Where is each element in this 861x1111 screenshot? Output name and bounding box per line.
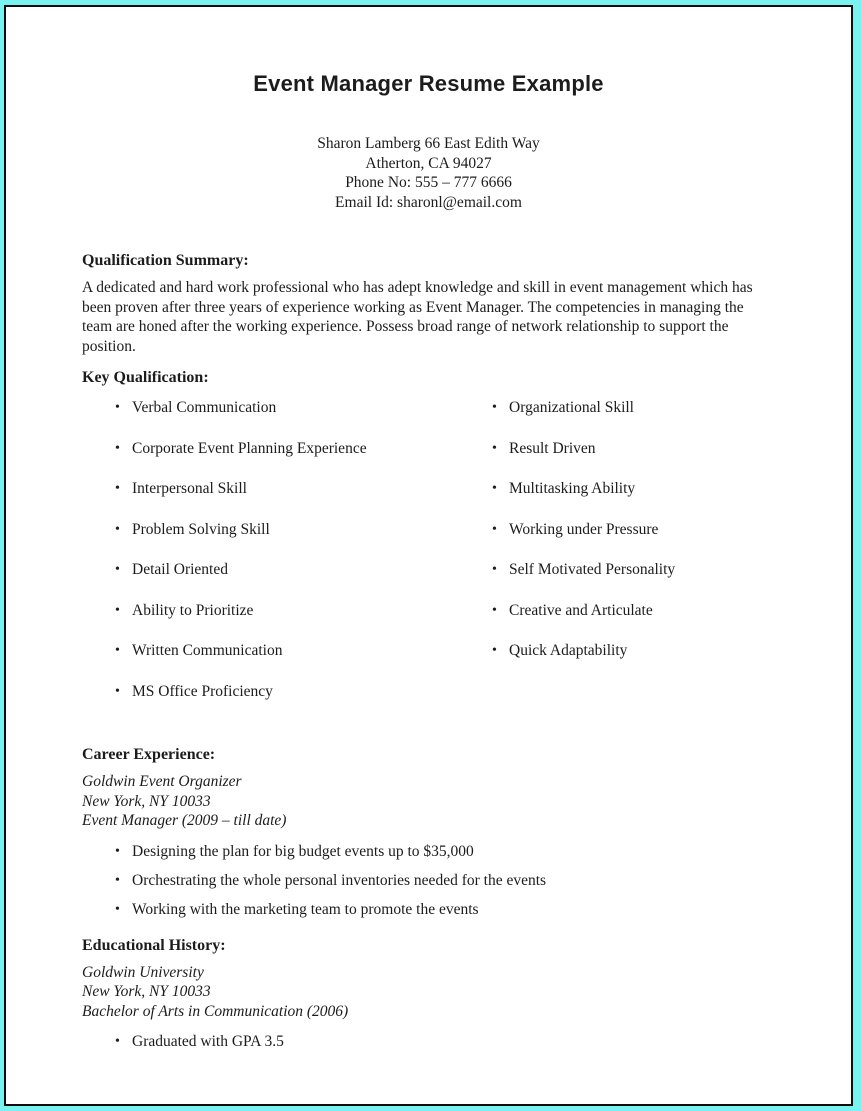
list-item: • Result Driven xyxy=(492,439,775,459)
list-item: • Corporate Event Planning Experience xyxy=(115,439,459,459)
qualification-summary-text: A dedicated and hard work professional who has adept knowledge and skill in event management which has been proven after three years of experience working as Event Manager. The competencies in managing the team are honed after the working experience. Possess broad range of network relationship to support the position. xyxy=(82,279,753,355)
list-item: • Multitasking Ability xyxy=(492,479,775,499)
school-location: New York, NY 10033 xyxy=(82,983,211,1000)
key-qualification-left-list xyxy=(82,398,459,702)
key-qualification-right-list xyxy=(459,398,775,661)
educational-history-details xyxy=(82,963,775,1022)
contact-name-address: Sharon Lamberg 66 East Edith Way xyxy=(317,135,540,152)
section-heading-career-experience: Career Experience: xyxy=(82,746,216,763)
contact-phone: Phone No: 555 – 777 6666 xyxy=(345,174,512,191)
degree-name: Bachelor of Arts in Communication (2006) xyxy=(82,1002,349,1020)
key-qualification-right-column xyxy=(459,398,775,722)
employer-location: New York, NY 10033 xyxy=(82,792,211,810)
educational-history-list xyxy=(82,1032,775,1052)
list-item: • Organizational Skill xyxy=(492,398,775,418)
contact-email: Email Id: sharonl@email.com xyxy=(335,193,522,211)
list-item: • Graduated with GPA 3.5 xyxy=(115,1032,775,1052)
job-title-dates: Event Manager (2009 – till date) xyxy=(82,812,287,829)
list-item: • Working with the marketing team to promote the events xyxy=(115,900,775,920)
list-item: • Quick Adaptability xyxy=(492,641,775,661)
key-qualification-columns xyxy=(82,398,775,722)
section-heading-qualification-summary: Qualification Summary: xyxy=(82,252,249,269)
list-item: • Detail Oriented xyxy=(115,560,459,580)
school-name: Goldwin University xyxy=(82,963,204,981)
list-item: • Verbal Communication xyxy=(115,398,459,418)
key-qualification-left-column xyxy=(82,398,459,722)
page-title: Event Manager Resume Example xyxy=(253,71,604,96)
list-item: • Interpersonal Skill xyxy=(115,479,459,499)
employer-name: Goldwin Event Organizer xyxy=(82,773,242,790)
list-item: • Creative and Articulate xyxy=(492,601,775,621)
contact-block xyxy=(82,134,775,212)
section-heading-educational-history: Educational History: xyxy=(82,936,226,954)
list-item: • Orchestrating the whole personal inventories needed for the events xyxy=(115,871,775,891)
career-experience-list xyxy=(82,842,775,920)
contact-city-state-zip: Atherton, CA 94027 xyxy=(365,154,492,172)
list-item: • Working under Pressure xyxy=(492,520,775,540)
list-item: • Problem Solving Skill xyxy=(115,520,459,540)
career-experience-details xyxy=(82,772,775,831)
list-item: • MS Office Proficiency xyxy=(115,682,459,702)
resume-page xyxy=(4,5,853,1106)
list-item: • Designing the plan for big budget events up to $35,000 xyxy=(115,842,775,862)
list-item: • Written Communication xyxy=(115,641,459,661)
list-item: • Ability to Prioritize xyxy=(115,601,459,621)
list-item: • Self Motivated Personality xyxy=(492,560,775,580)
section-heading-key-qualification: Key Qualification: xyxy=(82,369,209,386)
